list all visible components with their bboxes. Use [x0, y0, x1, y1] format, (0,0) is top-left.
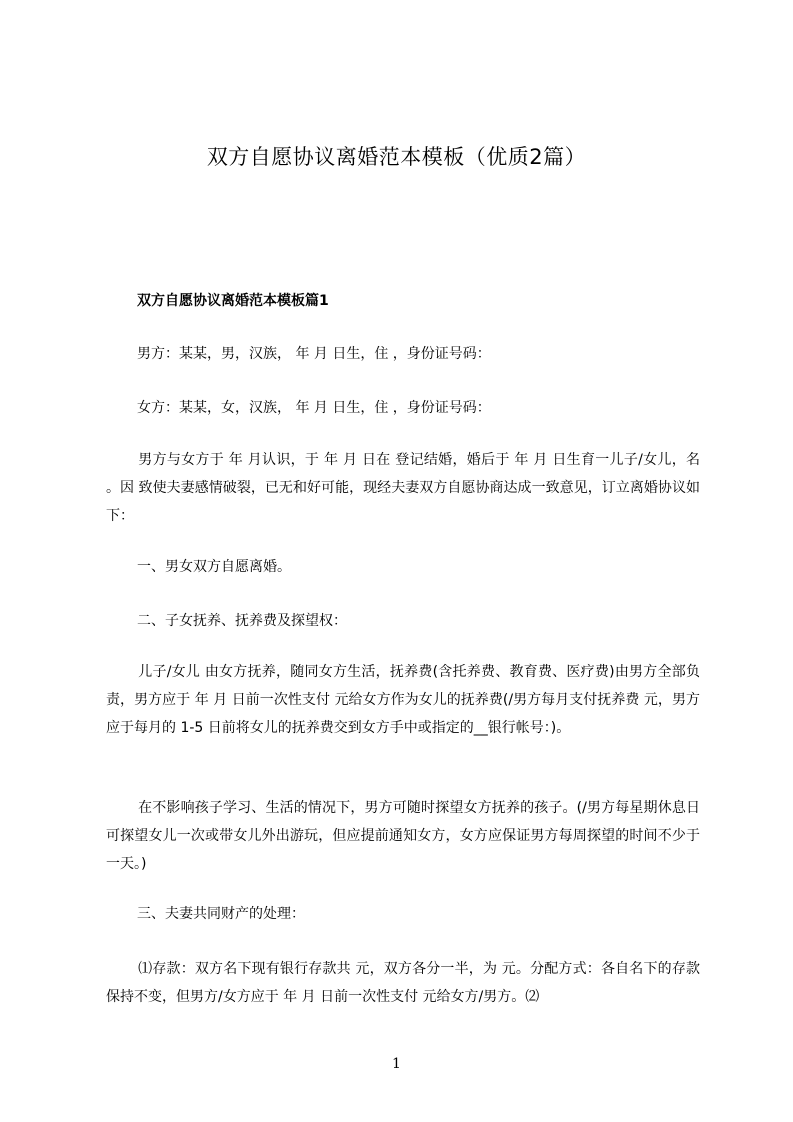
section-heading: 双方自愿协议离婚范本模板篇1: [137, 293, 329, 309]
custody-text: 儿子/女儿 由女方抚养，随同女方生活，抚养费(含托养费、教育费、医疗费)由男方全部负责，男方应于 年 月 日前一次性支付 元给女方作为女儿的抚养费(/男方每月支付抚养费 元，男方应于每月的 1-5 日前将女儿的抚养费交到女方手中或指定的__银行帐号：)。: [106, 664, 700, 736]
clause-2: 二、子女抚养、抚养费及探望权：: [137, 613, 347, 629]
clause-3: 三、夫妻共同财产的处理：: [137, 906, 305, 922]
female-party-line: 女方：某某，女，汉族， 年 月 日生，住 ，身份证号码：: [137, 400, 491, 416]
intro-paragraph: [106, 446, 700, 530]
savings-text: ⑴存款：双方名下现有银行存款共 元，双方各分一半，为 元。分配方式：各自名下的存款保持不变，但男方/女方应于 年 月 日前一次性支付 元给女方/男方。⑵: [106, 961, 700, 1005]
visitation-paragraph: [106, 794, 700, 878]
custody-paragraph: [106, 658, 700, 742]
male-party-line: 男方：某某，男，汉族， 年 月 日生，住 ，身份证号码：: [137, 346, 491, 362]
clause-1: 一、男女双方自愿离婚。: [137, 559, 291, 575]
savings-paragraph: [106, 955, 700, 1011]
visitation-text: 在不影响孩子学习、生活的情况下，男方可随时探望女方抚养的孩子。(/男方每星期休息日可探望女儿一次或带女儿外出游玩，但应提前通知女方，女方应保证男方每周探望的时间不少于一天。): [106, 800, 700, 872]
intro-text: 男方与女方于 年 月认识，于 年 月 日在 登记结婚，婚后于 年 月 日生育一儿子/女儿，名 。因 致使夫妻感情破裂，已无和好可能，现经夫妻双方自愿协商达成一致意见，订立离婚协议如下：: [106, 452, 700, 524]
document-title: 双方自愿协议离婚范本模板（优质2篇）: [206, 145, 587, 169]
page-number: 1: [392, 1056, 401, 1072]
